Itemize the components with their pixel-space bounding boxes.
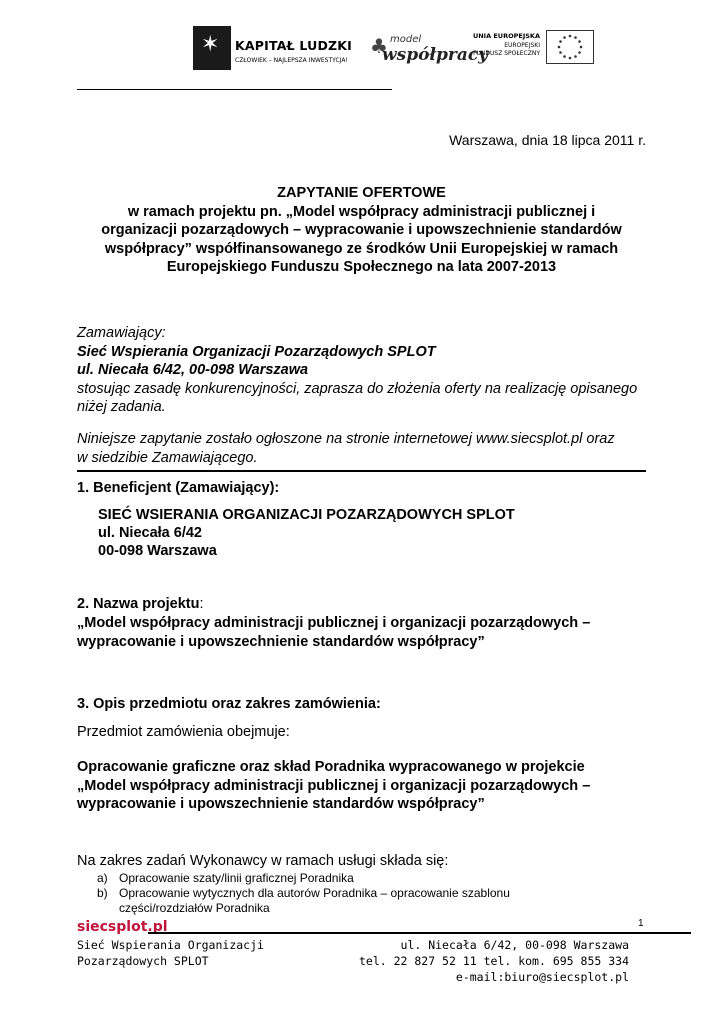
- section3-heading: 3. Opis przedmiotu oraz zakres zamówienia:: [77, 696, 381, 712]
- beneficiary-name: SIEĆ WSIERANIA ORGANIZACJI POZARZĄDOWYCH SPLOT: [98, 507, 515, 523]
- page-footer: [77, 937, 629, 985]
- document-title: [77, 184, 646, 277]
- client-text-line: niżej zadania.: [77, 399, 166, 415]
- title-line: organizacji pozarządowych – wypracowanie i upowszechnienie standardów: [101, 222, 622, 238]
- client-text-line: stosując zasadę konkurencyjności, zaprasza do złożenia oferty na realizację opisanego: [77, 380, 638, 397]
- title-line: współpracy” współfinansowanego ze środków Unii Europejskiej w ramach: [104, 240, 619, 257]
- footer-org: [77, 937, 264, 969]
- list-item-text: Opracowanie szaty/linii graficznej Poradnika: [119, 871, 354, 885]
- client-address: ul. Niecała 6/42, 00-098 Warszawa: [77, 362, 309, 378]
- list-item: [97, 871, 646, 886]
- eu-line3: FUNDUSZ SPOŁECZNY: [473, 50, 540, 57]
- model-wspolpracy-line1: model: [390, 34, 422, 45]
- scope-list: [97, 871, 646, 916]
- kapital-ludzki-logo: [193, 26, 353, 70]
- section2-heading-text: 2. Nazwa projektu: [77, 596, 200, 612]
- footer-address: ul. Niecała 6/42, 00-098 Warszawa: [400, 938, 629, 952]
- subject-line: wypracowanie i upowszechnienie standardów współpracy”: [77, 796, 485, 812]
- list-marker: a): [97, 871, 108, 885]
- subject-line: Opracowanie graficzne oraz skład Poradnika wypracowanego w projekcie: [77, 759, 585, 775]
- eu-flag-icon: [546, 30, 594, 64]
- header-divider: [77, 89, 392, 90]
- project-name-line: „Model współpracy administracji publicznej i organizacji pozarządowych –: [77, 615, 591, 631]
- beneficiary-street: ul. Niecała 6/42: [98, 525, 202, 541]
- people-icon: ♣: [370, 34, 388, 58]
- notice-line: w siedzibie Zamawiającego.: [77, 449, 258, 466]
- client-block: [77, 324, 646, 417]
- title-heading: ZAPYTANIE OFERTOWE: [277, 185, 446, 201]
- kapital-ludzki-subtitle: CZŁOWIEK – NAJLEPSZA INWESTYCJA!: [235, 57, 348, 64]
- client-name: Sieć Wspierania Organizacji Pozarządowych SPLOT: [77, 343, 436, 360]
- project-name-line: wypracowanie i upowszechnienie standardów współpracy”: [77, 633, 485, 650]
- list-item-text: Opracowanie wytycznych dla autorów Poradnika – opracowanie szablonu: [119, 886, 510, 900]
- notice-line: Niniejsze zapytanie zostało ogłoszone na stronie internetowej www.siecsplot.pl oraz: [77, 431, 615, 447]
- section3-intro: Przedmiot zamówienia obejmuje:: [77, 724, 290, 740]
- section1-heading: 1. Beneficjent (Zamawiający):: [77, 480, 280, 496]
- section2-colon: :: [199, 596, 204, 612]
- scope-intro: Na zakres zadań Wykonawcy w ramach usługi składa się:: [77, 853, 449, 869]
- section-divider: [77, 470, 646, 472]
- client-label: Zamawiający:: [77, 325, 166, 341]
- kapital-ludzki-mark-icon: ✶: [193, 26, 231, 70]
- section2-body: [77, 614, 646, 651]
- document-date: Warszawa, dnia 18 lipca 2011 r.: [449, 132, 646, 148]
- footer-brand-link[interactable]: siecsplot.pl: [77, 919, 168, 935]
- section2-heading: [77, 596, 204, 612]
- footer-phone: tel. 22 827 52 11 tel. kom. 695 855 334: [358, 954, 629, 968]
- footer-org-line: Pozarządowych SPLOT: [77, 954, 209, 968]
- page-number: 1: [638, 918, 644, 929]
- beneficiary-city: 00-098 Warszawa: [98, 543, 217, 559]
- section1-body: [98, 506, 515, 560]
- section3-subject: [77, 758, 646, 814]
- footer-contact: [359, 937, 629, 985]
- model-wspolpracy-line2: współpracy: [382, 45, 489, 65]
- kapital-ludzki-title: KAPITAŁ LUDZKI: [235, 38, 353, 53]
- subject-line: „Model współpracy administracji publicznej i organizacji pozarządowych –: [77, 777, 591, 794]
- footer-org-line: Sieć Wspierania Organizacji: [77, 938, 264, 952]
- footer-email[interactable]: e-mail:biuro@siecsplot.pl: [455, 970, 629, 984]
- header-logos: [0, 22, 724, 74]
- list-item: [97, 886, 646, 916]
- eu-logo: [472, 28, 596, 66]
- list-marker: b): [97, 886, 108, 900]
- model-wspolpracy-logo: [368, 26, 489, 70]
- footer-divider: [148, 932, 691, 934]
- title-line: w ramach projektu pn. „Model współpracy administracji publicznej i: [127, 203, 596, 220]
- list-item-text: części/rozdziałów Poradnika: [119, 901, 270, 915]
- title-line: Europejskiego Funduszu Społecznego na lata 2007-2013: [166, 259, 557, 275]
- eu-line2: EUROPEJSKI: [504, 42, 540, 49]
- eu-line1: UNIA EUROPEJSKA: [472, 32, 540, 40]
- publication-notice: [77, 430, 646, 467]
